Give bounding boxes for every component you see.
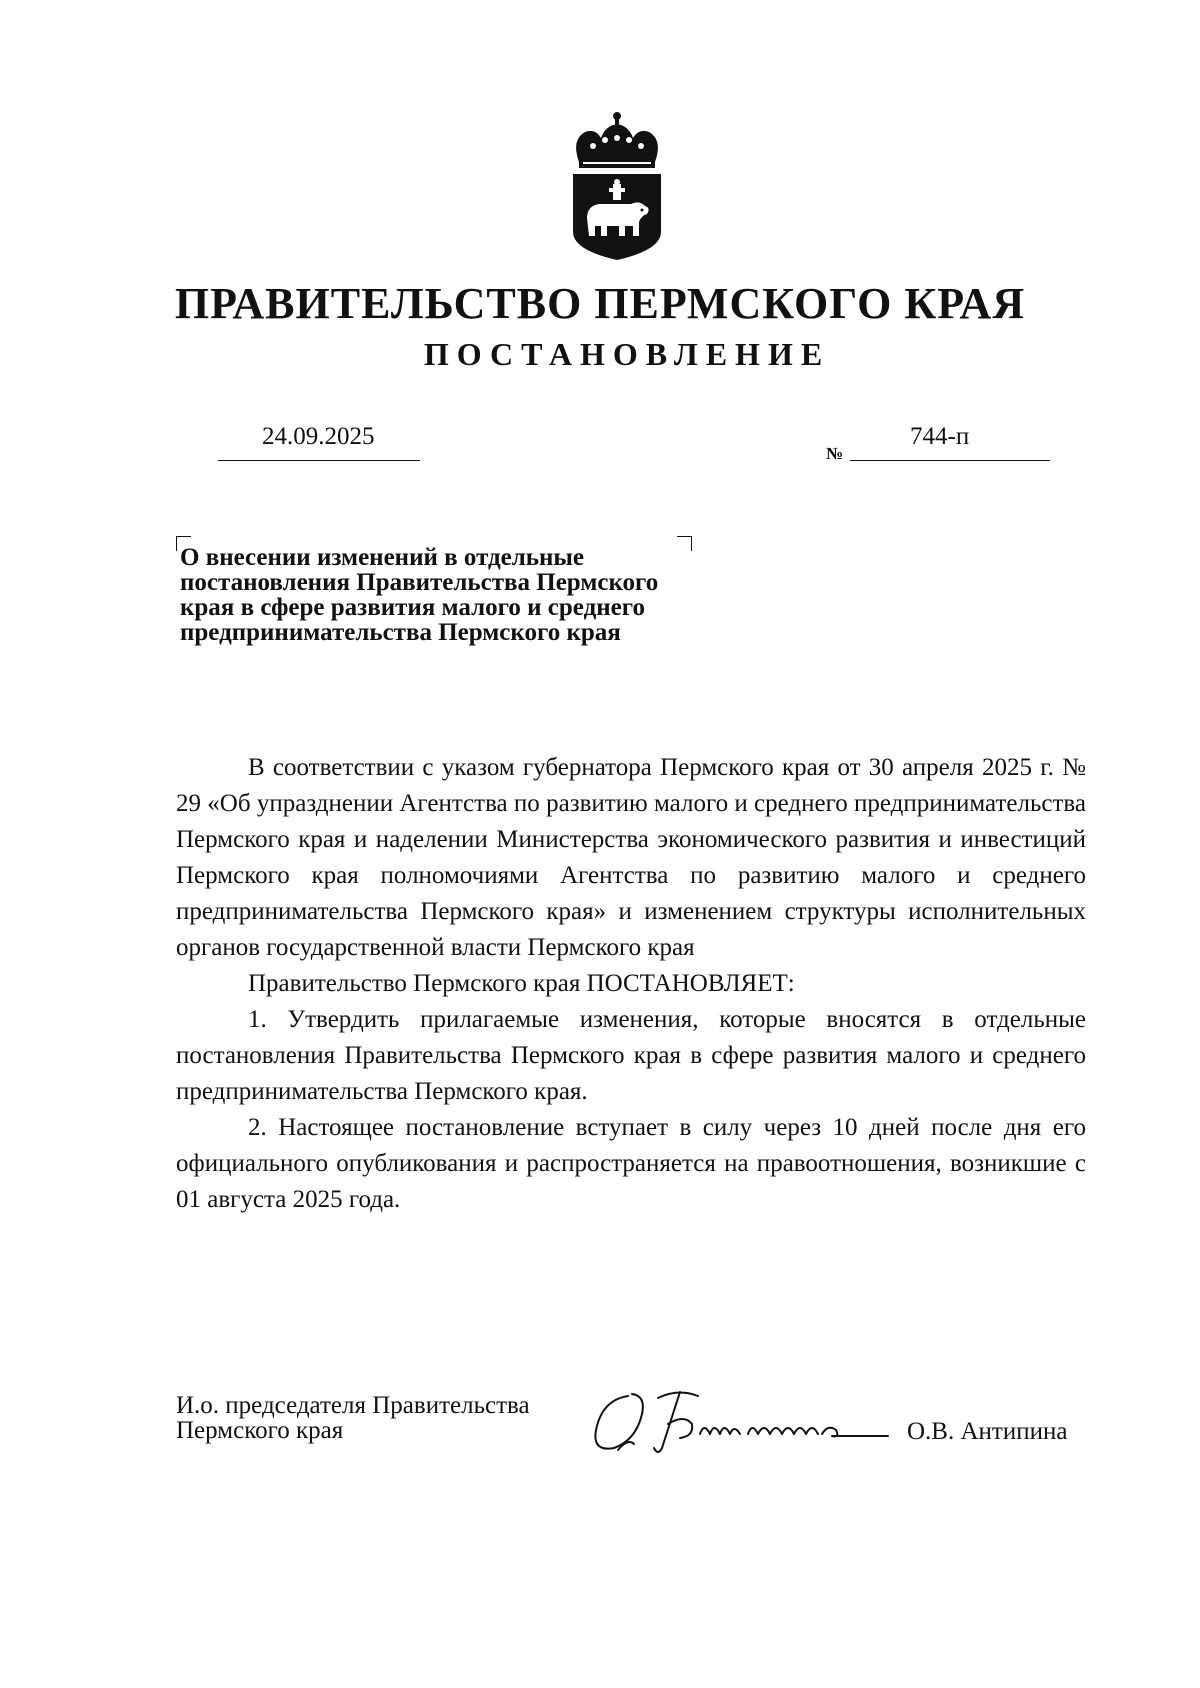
subject-line: предпринимательства Пермского края bbox=[180, 619, 621, 646]
coat-of-arms-icon bbox=[565, 110, 669, 260]
number-sign: № bbox=[826, 444, 844, 463]
item-2-paragraph: 2. Настоящее постановление вступает в силу через 10 дней после дня его официального опубликования и распространяется на правоотношения, возникшие с 01 августа 2025 года. bbox=[176, 1114, 1086, 1213]
document-subject bbox=[180, 545, 740, 645]
subject-line: постановления Правительства Пермского bbox=[180, 569, 659, 596]
signer-position bbox=[176, 1393, 530, 1443]
resolves-paragraph: Правительство Пермского края ПОСТАНОВЛЯЕТ: bbox=[248, 970, 795, 997]
subject-line: края в сфере развития малого и среднего bbox=[180, 594, 645, 621]
government-title: ПРАВИТЕЛЬСТВО ПЕРМСКОГО КРАЯ bbox=[174, 279, 1026, 328]
document-date: 24.09.2025 bbox=[262, 423, 375, 450]
preamble-paragraph: В соответствии с указом губернатора Пермского края от 30 апреля 2025 г. № 29 «Об упразднении Агентства по развитию малого и среднего предпринимательства Пермского края и наделении Министерства экономического развития и инвестиций Пермского края полномочиями Агентства по развитию малого и среднего предпринимательства Пермского края» и изменением структуры исполнительных органов государственной власти Пермского края bbox=[176, 754, 1086, 961]
document-number: 744-п bbox=[910, 423, 970, 450]
signer-position-line: Пермского края bbox=[176, 1417, 344, 1444]
document-type: ПОСТАНОВЛЕНИЕ bbox=[423, 336, 831, 372]
document-body bbox=[176, 750, 1086, 1218]
date-underline bbox=[218, 460, 420, 461]
number-underline bbox=[850, 460, 1050, 461]
subject-line: О внесении изменений в отдельные bbox=[180, 544, 585, 571]
item-1-paragraph: 1. Утвердить прилагаемые изменения, которые вносятся в отдельные постановления Правительства Пермского края в сфере развития малого и среднего предпринимательства Пермского края. bbox=[176, 1006, 1086, 1105]
signature-icon bbox=[588, 1378, 908, 1458]
signer-name: О.В. Антипина bbox=[907, 1418, 1068, 1445]
signer-position-line: И.о. председателя Правительства bbox=[176, 1392, 530, 1419]
